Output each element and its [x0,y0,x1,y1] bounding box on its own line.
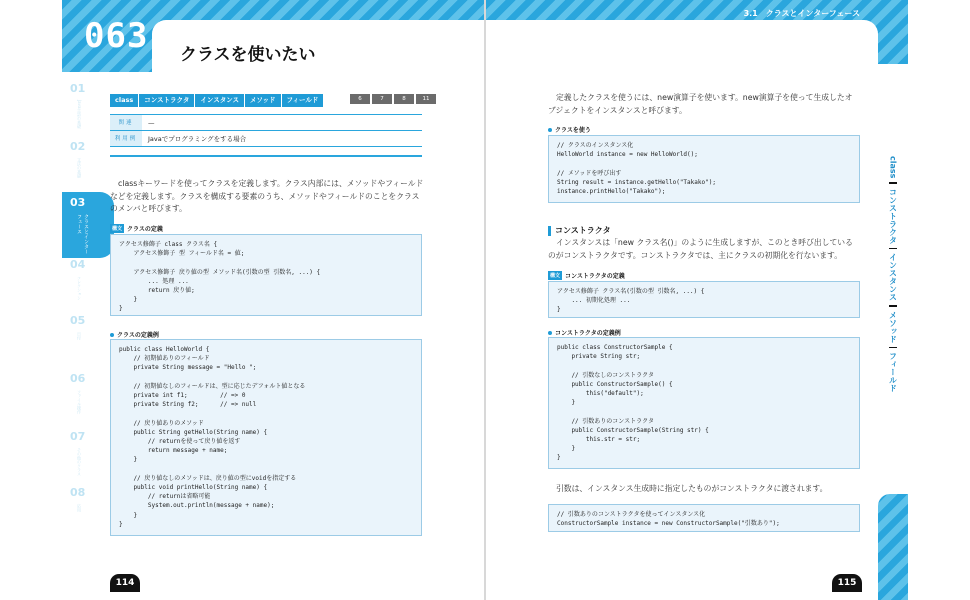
usage-caption: クラスを使う [548,125,591,134]
chapter-number: 063 [84,16,149,56]
meta-value: — [148,118,155,127]
bullet-icon [110,333,114,337]
bullet-icon [548,331,552,335]
right-page [486,0,908,600]
syntax-badge: 構文 [550,273,561,279]
vertical-keyword-index [886,156,900,392]
vtag-divider [889,248,897,250]
nav-chapter-03-active: 03 クラスとインターフェース [62,192,114,258]
nav-chapter-06: 06 ファイル操作 [70,372,86,414]
meta-row-usage [110,131,422,147]
chapter-edge-tab [878,494,908,600]
page-number-left: 114 [110,574,140,592]
tag-constructor: コンストラクタ [139,94,195,107]
page-title: クラスを使いたい [180,45,316,65]
meta-key: 関連 [110,115,142,130]
meta-key: 利用例 [110,131,142,146]
vtag-constructor: コンストラクタ [888,187,898,244]
tag-field: フィールド [286,96,319,104]
arguments-code-block: // 引数ありのコンストラクタを使ってインスタンス化 ConstructorSample instance = new ConstructorSample("引数あり"); [548,504,860,532]
vtag-instance: インスタンス [888,253,898,302]
nav-chapter-05: 05 日付 [70,314,86,340]
page-number-right: 115 [832,574,862,592]
example-caption: クラスの定義例 [110,330,159,339]
new-operator-paragraph: 定義したクラスを使うには、new演算子を使います。new演算子を使って生成したオブジェクトをインスタンスと呼びます。 [548,93,853,115]
arguments-paragraph: 引数は、インスタンス生成時に指定したものがコンストラクタに渡されます。 [556,484,828,493]
vtag-divider [889,305,897,307]
vtag-field: フィールド [888,352,898,393]
tag-class: class [110,94,139,107]
bullet-icon [548,128,552,132]
header-panel-right [486,20,878,64]
constructor-example-code-block: public class ConstructorSample { private String str; // 引数なしのコンストラクタ public ConstructorSample() { this("default"); } // 引数ありのコンストラクタ public ConstructorSample(String str) { this.str = str; } } [548,337,860,469]
syntax-caption: 構文 クラスの定義 [112,226,163,233]
tag-method: メソッド [245,94,281,107]
section-label: 3.1 クラスとインターフェース [743,9,860,18]
constructor-syntax-code-block: アクセス修飾子 クラス名(引数の型 引数名, ...) { ... 初期化処理 ... } [548,281,860,318]
meta-row-related [110,115,422,131]
nav-chapter-08: 08 応用 [70,486,86,512]
vtag-divider [889,182,897,184]
reference-pages [350,94,436,104]
nav-chapter-07: 07 その他のクラス [70,430,86,476]
meta-table [110,114,422,147]
intro-paragraph: classキーワードを使ってクラスを定義します。クラス内部には、メソッドやフィールドなどを定義します。クラスを構成する要素のうち、メソッドやフィールドのことをクラスのメンバと呼びます。 [110,179,424,213]
chapter-nav [62,78,112,538]
meta-divider [110,155,422,157]
ref-page: 8 [394,94,414,104]
vtag-divider [889,347,897,349]
keyword-tag-bar [110,94,323,107]
syntax-code-block: アクセス修飾子 class クラス名 { アクセス修飾子 型 フィールド名 = 値; アクセス修飾子 戻り値の型 メソッド名(引数の型 引数名, ...) { ... 処理 ... return 戻り値; } } [110,234,422,316]
usage-code-block: // クラスのインスタンス化 HelloWorld instance = new HelloWorld(); // メソッドを呼び出す String result = instance.getHello("Takako"); instance.printHello("Takako"); [548,135,860,203]
nav-chapter-02: 02 文法の基礎 [70,140,86,178]
meta-value: Javaでプログラミングをする場合 [148,135,247,143]
ref-page: 6 [350,94,370,104]
vtag-class: class [888,156,898,179]
nav-chapter-04: 04 コレクション [70,258,86,300]
vtag-method: メソッド [888,310,898,343]
nav-chapter-01: 01 Java言語の基礎 [70,82,86,129]
constructor-paragraph: インスタンスは「new クラス名()」のように生成しますが、このとき呼び出しているのがコンストラクタです。コンストラクタでは、主にクラスの初期化を行ないます。 [548,238,853,260]
ref-page: 11 [416,94,436,104]
left-page [62,0,484,600]
syntax-badge: 構文 [112,226,123,232]
constructor-example-caption: コンストラクタの定義例 [548,328,621,337]
example-code-block: public class HelloWorld { // 初期値ありのフィールド private String message = "Hello "; // 初期値なしのフィールドは、型に応じたデフォルト値となる private int f1; // => 0 private String f2; // => null // 戻り値ありのメソッド public String getHello(String name) { // returnを使って戻り値を返す return message + name; } // 戻り値なしのメソッドは、戻り値の型にvoidを指定する public void printHello(String name) { // returnは省略可能 System.out.println(message + name); } } [110,339,422,536]
constructor-heading: コンストラクタ [548,226,611,236]
constructor-syntax-caption: 構文 コンストラクタの定義 [550,273,625,280]
tag-instance: インスタンス [195,94,245,107]
ref-page: 7 [372,94,392,104]
